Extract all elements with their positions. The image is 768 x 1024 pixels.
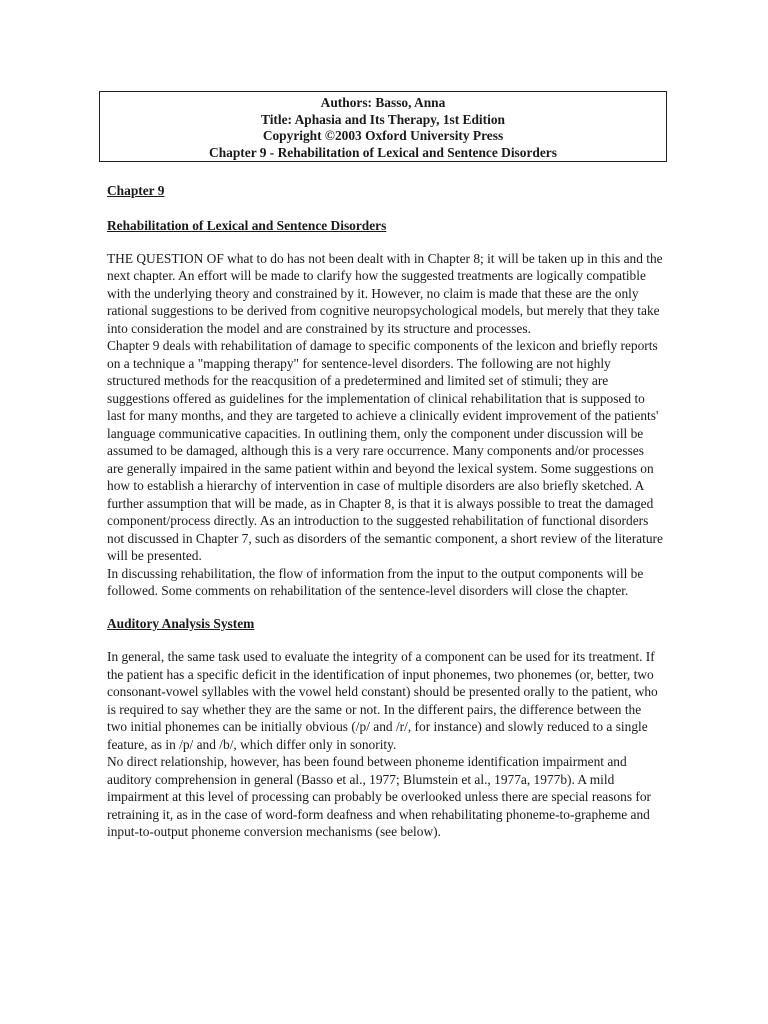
document-body	[107, 182, 663, 841]
chapter-line: Chapter 9 - Rehabilitation of Lexical and Sentence Disorders	[209, 144, 557, 160]
citation-header-box	[99, 91, 667, 162]
authors-line: Authors: Basso, Anna	[320, 95, 446, 110]
chapter-heading: Chapter 9	[107, 183, 165, 198]
title-line: Title: Aphasia and Its Therapy, 1st Edition	[261, 111, 505, 127]
paragraph-intro: THE QUESTION OF what to do has not been dealt with in Chapter 8; it will be taken up in this and the next chapter. An effort will be made to clarify how the suggested treatments are logically compatible with the underlying theory and constrained by it. However, no claim is made that these are the only rational suggestions to be derived from cognitive neuropsychological models, but merely that they take into consideration the model and are constrained by its structure and processes.	[107, 250, 663, 336]
auditory-analysis-heading: Auditory Analysis System	[107, 615, 255, 631]
copyright-line: Copyright ©2003 Oxford University Press	[262, 128, 504, 144]
paragraph-scope: Chapter 9 deals with rehabilitation of damage to specific components of the lexicon and briefly reports on a technique a "mapping therapy" for sentence-level disorders. The following are not highly structured methods for the reacqusition of a predetermined and limited set of stimuli; they are suggestions offered as guidelines for the implementation of clinical rehabilitation that is supposed to last for many months, and they are targeted to achieve a clinically evident improvement of the patients' language communicative capacities. In outlining them, only the component under discussion will be assumed to be damaged, although this is a very rare occurrence. Many components and/or processes are generally impaired in the same patient within and beyond the lexical system. Some suggestions on how to establish a hierarchy of intervention in case of multiple disorders are also briefly sketched. A further assumption that will be made, as in Chapter 8, is that it is always possible to treat the damaged component/process directly. As an introduction to the suggested rehabilitation of functional disorders not discussed in Chapter 7, such as disorders of the semantic component, a short review of the literature will be presented.	[107, 338, 663, 563]
section-heading: Rehabilitation of Lexical and Sentence Disorders	[107, 218, 387, 233]
paragraph-auditory-task: In general, the same task used to evaluate the integrity of a component can be used for its treatment. If the patient has a specific deficit in the identification of input phonemes, two phonemes (or, better, two consonant-vowel syllables with the vowel held constant) should be presented orally to the patient, who is required to say whether they are the same or not. In the different pairs, the difference between the two initial phonemes can be initially obvious (/p/ and /r/, for instance) and slowly reduced to a single feature, as in /p/ and /b/, which differ only in sonority.	[107, 649, 658, 752]
paragraph-auditory-relationship: No direct relationship, however, has been found between phoneme identification impairment and auditory comprehension in general (Basso et al., 1977; Blumstein et al., 1977a, 1977b). A mild impairment at this level of processing can probably be overlooked unless there are special reasons for retraining it, as in the case of word-form deafness and when rehabilitating phoneme-to-grapheme and input-to-output phoneme conversion mechanisms (see below).	[107, 754, 651, 839]
paragraph-flow: In discussing rehabilitation, the flow of information from the input to the output components will be followed. Some comments on rehabilitation of the sentence-level disorders will close the chapter.	[107, 565, 644, 598]
